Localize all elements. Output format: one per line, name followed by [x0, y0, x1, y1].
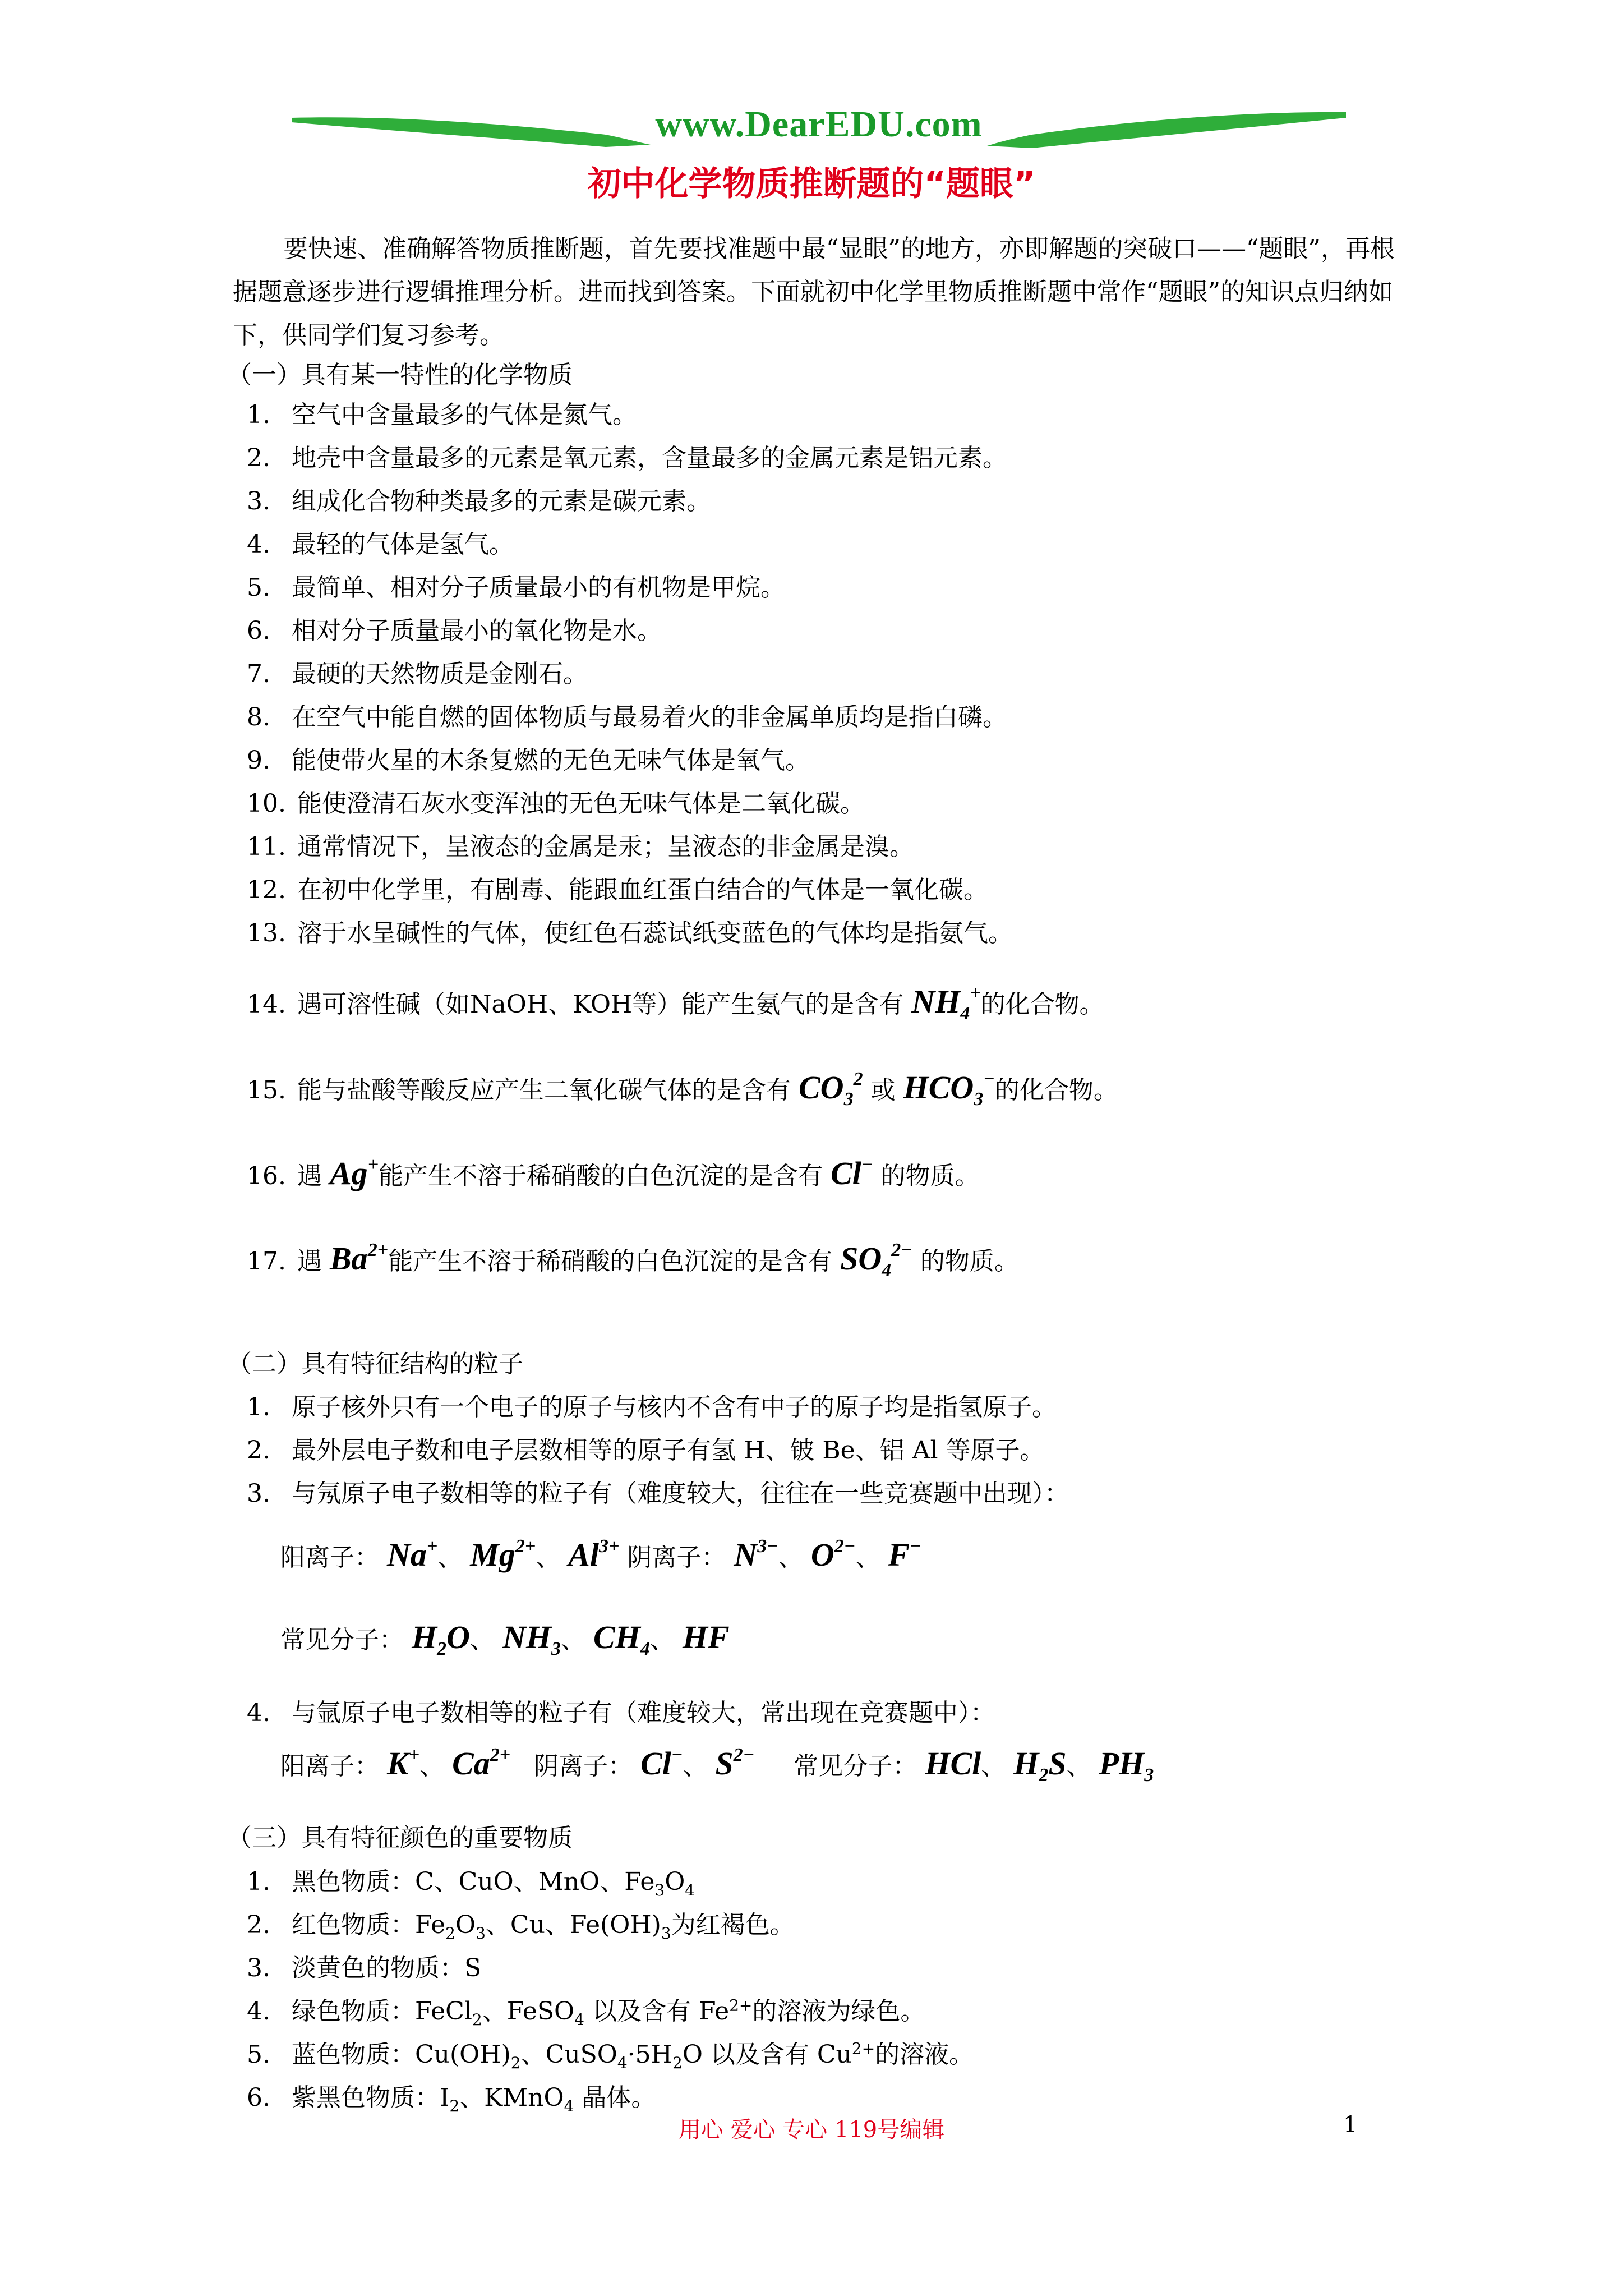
list-item: 16. 遇 Ag+能产生不溶于稀硝酸的白色沉淀的是含有 Cl− 的物质。: [247, 1154, 980, 1191]
list-item: 2. 红色物质：$Fe_2O_3$、Cu、$Fe(OH)_3$为红褐色。: [247, 1911, 795, 1943]
list-item: 5. 最简单、相对分子质量最小的有机物是甲烷。: [247, 573, 785, 602]
list-item: 9. 能使带火星的木条复燃的无色无味气体是氧气。: [247, 746, 810, 775]
neon-ions-line: 阳离子： Na+、 $Mg^{2+}$、 $Al^{3+}$ 阴离子： $N^{3-}$、 $O^{2-}$、 F−: [280, 1536, 921, 1573]
site-banner: [292, 95, 1346, 157]
site-name: www.DearEDU.com: [655, 104, 983, 145]
list-item: 8. 在空气中能自燃的固体物质与最易着火的非金属单质均是指白磷。: [247, 703, 1007, 731]
list-item: 4. 与氩原子电子数相等的粒子有（难度较大，常出现在竞赛题中）：: [247, 1699, 995, 1727]
section-heading-3: （三）具有特征颜色的重要物质: [227, 1824, 573, 1852]
list-item: 4. 绿色物质：FeCl$_2$、FeSO$_4$ 以及含有 $Fe^{2+}$的溶液为绿色。: [247, 1996, 925, 2029]
page-number: 1: [1343, 2112, 1358, 2138]
list-item: 4. 最轻的气体是氢气。: [247, 530, 514, 559]
list-item: 5. 蓝色物质：$Cu(OH)_2$、$CuSO_4\cdot 5H_2O$ 以及含有 $Cu^{2+}$的溶液。: [247, 2039, 974, 2072]
list-item: 1. 原子核外只有一个电子的原子与核内不含有中子的原子均是指氢原子。: [247, 1393, 1057, 1421]
argon-particles-line: 阳离子： K+、 $Ca^{2+}$ 阴离子： Cl−、 $S^{2-}$ 常见分子： HCl、 $H_2S$、 $PH_3$: [280, 1745, 1154, 1786]
list-item: 3. 与氖原子电子数相等的粒子有（难度较大，往往在一些竞赛题中出现）：: [247, 1479, 1069, 1508]
list-item: 17. 遇 $Ba^{2+}$能产生不溶于稀硝酸的白色沉淀的是含有 $SO_4^{2-}$ 的物质。: [247, 1240, 1019, 1281]
list-item: 2. 最外层电子数和电子层数相等的原子有氢 H、铍 Be、铝 Al 等原子。: [247, 1436, 1045, 1465]
list-item: 14. 遇可溶性碱（如NaOH、KOH等）能产生氨气的是含有 $NH_4^+$的化合物。: [247, 983, 1104, 1024]
list-item: 15. 能与盐酸等酸反应产生二氧化碳气体的是含有 $CO_3^2$ 或 $HCO_3^-$的化合物。: [247, 1069, 1118, 1110]
document-title: 初中化学物质推断题的“题眼”: [587, 164, 1036, 204]
list-item: 10. 能使澄清石灰水变浑浊的无色无味气体是二氧化碳。: [247, 789, 865, 818]
list-item: 11. 通常情况下，呈液态的金属是汞；呈液态的非金属是溴。: [247, 832, 914, 861]
list-item: 7. 最硬的天然物质是金刚石。: [247, 660, 588, 688]
list-item: 6. 相对分子质量最小的氧化物是水。: [247, 616, 662, 645]
section-heading-2: （二）具有特征结构的粒子: [227, 1350, 523, 1378]
list-item: 13. 溶于水呈碱性的气体，使红色石蕊试纸变蓝色的气体均是指氨气。: [247, 919, 1013, 947]
list-item: 12. 在初中化学里，有剧毒、能跟血红蛋白结合的气体是一氧化碳。: [247, 876, 988, 904]
intro-paragraph: 要快速、准确解答物质推断题，首先要找准题中最“显眼”的地方，亦即解题的突破口——“题眼”，再根据题意逐步进行逻辑推理分析。进而找到答案。下面就初中化学里物质推断题中常作“题眼”的知识点归纳如下，供同学们复习参考。: [233, 234, 1395, 349]
list-item: 3. 组成化合物种类最多的元素是碳元素。: [247, 487, 711, 516]
list-item: 1. 黑色物质：C、CuO、MnO、$Fe_3O_4$: [247, 1867, 695, 1899]
list-item: 3. 淡黄色的物质：S: [247, 1954, 482, 1982]
list-item: 1. 空气中含量最多的气体是氮气。: [247, 401, 637, 429]
page-footer: 用心 爱心 专心 119号编辑: [678, 2117, 945, 2143]
list-item: 2. 地壳中含量最多的元素是氧元素，含量最多的金属元素是铝元素。: [247, 444, 1007, 472]
list-item: 6. 紫黑色物质：$I_2$、KMnO$_4$ 晶体。: [247, 2083, 656, 2115]
neon-molecules-line: 常见分子： $H_2O$、 $NH_3$、 $CH_4$、 HF: [280, 1619, 730, 1659]
section-heading-1: （一）具有某一特性的化学物质: [227, 361, 573, 389]
